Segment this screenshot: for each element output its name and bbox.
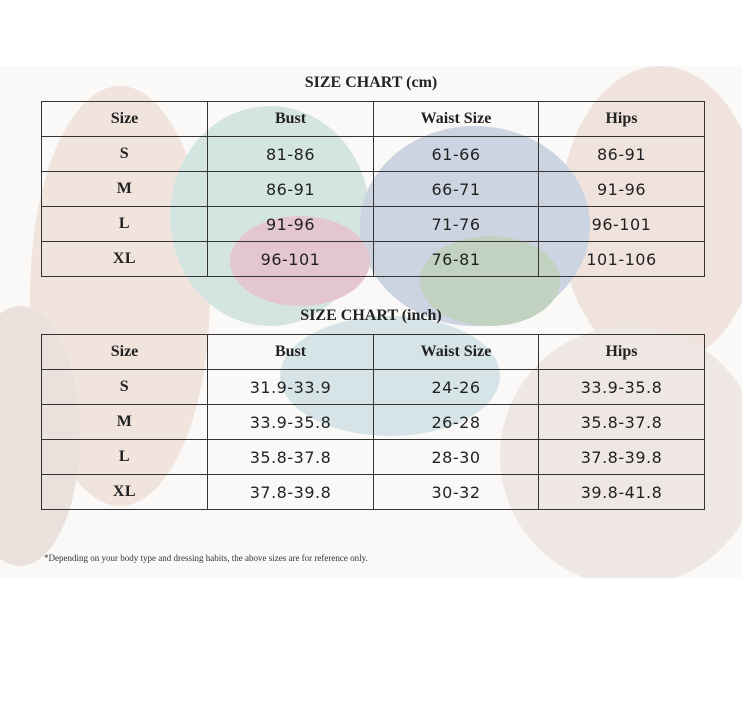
- column-header: Bust: [208, 102, 374, 137]
- waist-cell: 24-26: [374, 370, 539, 405]
- table-row: [42, 242, 705, 277]
- hips-cell: 35.8-37.8: [539, 405, 705, 440]
- bust-cell: 81-86: [208, 137, 374, 172]
- hips-cell: 96-101: [539, 207, 705, 242]
- bust-cell: 96-101: [208, 242, 374, 277]
- hips-cell: 37.8-39.8: [539, 440, 705, 475]
- inch-chart-title: SIZE CHART (inch): [300, 307, 442, 324]
- waist-cell: 71-76: [374, 207, 539, 242]
- size-cell: L: [42, 207, 208, 242]
- table-header-row: [42, 335, 705, 370]
- table-row: [42, 440, 705, 475]
- waist-cell: 28-30: [374, 440, 539, 475]
- bust-cell: 86-91: [208, 172, 374, 207]
- table-row: [42, 137, 705, 172]
- column-header: Waist Size: [374, 335, 539, 370]
- hips-cell: 33.9-35.8: [539, 370, 705, 405]
- bust-cell: 37.8-39.8: [208, 475, 374, 510]
- bust-cell: 91-96: [208, 207, 374, 242]
- column-header: Bust: [208, 335, 374, 370]
- hips-cell: 39.8-41.8: [539, 475, 705, 510]
- cm-size-table: [41, 101, 705, 277]
- bust-cell: 31.9-33.9: [208, 370, 374, 405]
- column-header: Hips: [539, 102, 705, 137]
- column-header: Hips: [539, 335, 705, 370]
- cm-chart-title: SIZE CHART (cm): [304, 74, 438, 91]
- bust-cell: 35.8-37.8: [208, 440, 374, 475]
- reference-footnote: *Depending on your body type and dressing habits, the above sizes are for reference only.: [44, 553, 368, 563]
- table-header-row: [42, 102, 705, 137]
- column-header: Waist Size: [374, 102, 539, 137]
- hips-cell: 91-96: [539, 172, 705, 207]
- size-cell: XL: [42, 242, 208, 277]
- hips-cell: 86-91: [539, 137, 705, 172]
- column-header: Size: [42, 335, 208, 370]
- waist-cell: 26-28: [374, 405, 539, 440]
- table-row: [42, 172, 705, 207]
- size-cell: S: [42, 137, 208, 172]
- column-header: Size: [42, 102, 208, 137]
- waist-cell: 61-66: [374, 137, 539, 172]
- inch-size-table: [41, 334, 705, 510]
- size-cell: XL: [42, 475, 208, 510]
- waist-cell: 76-81: [374, 242, 539, 277]
- waist-cell: 30-32: [374, 475, 539, 510]
- table-row: [42, 405, 705, 440]
- size-cell: S: [42, 370, 208, 405]
- size-cell: L: [42, 440, 208, 475]
- waist-cell: 66-71: [374, 172, 539, 207]
- size-cell: M: [42, 172, 208, 207]
- table-row: [42, 370, 705, 405]
- table-row: [42, 207, 705, 242]
- hips-cell: 101-106: [539, 242, 705, 277]
- bust-cell: 33.9-35.8: [208, 405, 374, 440]
- table-row: [42, 475, 705, 510]
- size-cell: M: [42, 405, 208, 440]
